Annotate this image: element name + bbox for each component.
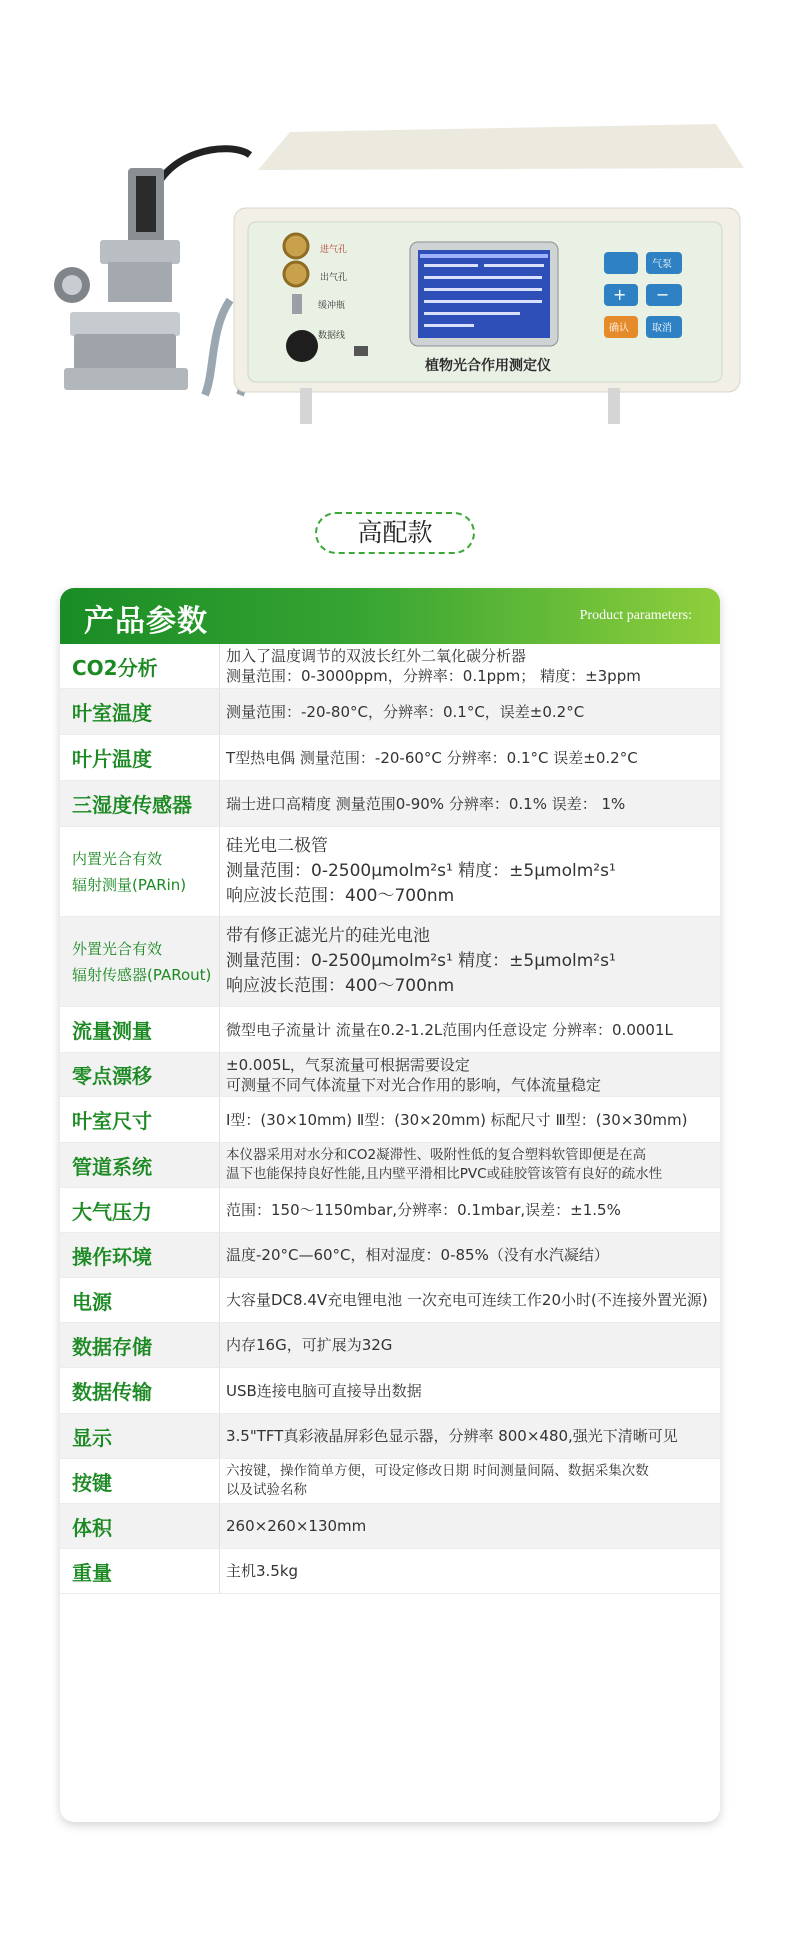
table-row (60, 1097, 720, 1143)
svg-text:数据线: 数据线 (318, 331, 346, 341)
row-value (220, 1007, 720, 1052)
row-value-line: ±0.005L，气泵流量可根据需要设定 (226, 1055, 470, 1074)
row-label: 叶室尺寸 (60, 1097, 220, 1142)
table-row (60, 1459, 720, 1504)
table-row (60, 644, 720, 689)
row-value (220, 689, 720, 734)
parameter-table (60, 644, 720, 1594)
row-value (220, 1053, 720, 1096)
table-row (60, 1414, 720, 1459)
row-value (220, 1549, 720, 1593)
card-title: 产品参数 (84, 604, 208, 639)
row-label-line: 辐射传感器(PARout) (72, 965, 212, 984)
row-value-line: 本仪器采用对水分和CO2凝滞性、吸附性低的复合塑料软管即便是在高 (226, 1147, 647, 1163)
row-value-line: 微型电子流量计 流量在0.2-1.2L范围内任意设定 分辨率：0.0001L (226, 1020, 673, 1039)
table-row (60, 1278, 720, 1323)
row-label-line: 内置光合有效 (72, 849, 163, 868)
table-row (60, 1007, 720, 1053)
svg-text:−: − (656, 285, 670, 304)
row-value-line: USB连接电脑可直接导出数据 (226, 1381, 422, 1400)
row-value-line: 响应波长范围：400～700nm (226, 886, 455, 906)
device-body (234, 124, 744, 424)
row-label: 管道系统 (60, 1143, 220, 1187)
row-value (220, 1323, 720, 1367)
table-row (60, 1053, 720, 1097)
row-value (220, 917, 720, 1006)
row-value-line: 六按键，操作简单方便，可设定修改日期 时间测量间隔、数据采集次数 (226, 1463, 649, 1479)
table-row (60, 917, 720, 1007)
row-label (60, 917, 220, 1006)
row-label: 数据传输 (60, 1368, 220, 1413)
row-value-line: 瑞士进口高精度 测量范围0-90% 分辨率：0.1% 误差： 1% (226, 794, 626, 813)
row-value-line: 内存16G，可扩展为32G (226, 1336, 393, 1354)
table-row (60, 1504, 720, 1549)
row-value (220, 735, 720, 780)
row-value (220, 1414, 720, 1458)
table-row (60, 1233, 720, 1278)
table-row (60, 781, 720, 827)
row-value-line: 响应波长范围：400～700nm (226, 976, 455, 996)
version-tag: 高配款 (315, 512, 475, 554)
svg-text:进气孔: 进气孔 (320, 245, 348, 255)
row-value (220, 1233, 720, 1277)
row-label: 三湿度传感器 (60, 781, 220, 826)
leaf-chamber-clamp (54, 168, 188, 390)
row-value-line: 加入了温度调节的双波长红外二氧化碳分析器 (226, 647, 527, 665)
svg-text:缓冲瓶: 缓冲瓶 (318, 301, 346, 311)
row-value-line: 硅光电二极管 (226, 836, 328, 856)
row-label: 体积 (60, 1504, 220, 1548)
table-row (60, 689, 720, 735)
table-row (60, 1323, 720, 1368)
row-label-line: 外置光合有效 (72, 939, 163, 958)
table-row (60, 1188, 720, 1233)
device-panel-title: 植物光合作用测定仪 (425, 358, 551, 374)
row-label (60, 827, 220, 916)
table-row (60, 827, 720, 917)
svg-text:取消: 取消 (652, 323, 672, 334)
row-label: 零点漂移 (60, 1053, 220, 1096)
row-value-line: 温度-20°C—60°C，相对湿度：0-85%（没有水汽凝结） (226, 1246, 609, 1264)
row-value-line: T型热电偶 测量范围：-20-60°C 分辨率：0.1°C 误差±0.2°C (226, 748, 638, 767)
row-value-line: 主机3.5kg (226, 1562, 299, 1580)
svg-text:+: + (613, 285, 627, 304)
row-value-line: 测量范围：-20-80°C，分辨率：0.1°C，误差±0.2°C (226, 702, 585, 721)
row-value (220, 1368, 720, 1413)
row-value-line: 3.5"TFT真彩液晶屏彩色显示器，分辨率 800×480,强光下清晰可见 (226, 1427, 678, 1445)
row-label: CO2分析 (60, 644, 220, 688)
row-value-line: 测量范围：0-3000ppm，分辨率：0.1ppm； 精度：±3ppm (226, 667, 641, 685)
row-value-line: 可测量不同气体流量下对光合作用的影响，气体流量稳定 (226, 1075, 602, 1094)
row-value-line: 260×260×130mm (226, 1517, 367, 1535)
row-value (220, 1188, 720, 1232)
table-row (60, 735, 720, 781)
row-label: 叶室温度 (60, 689, 220, 734)
card-subtitle: Product parameters: (579, 608, 692, 623)
row-label: 按键 (60, 1459, 220, 1503)
card-header (60, 588, 720, 644)
row-label: 操作环境 (60, 1233, 220, 1277)
row-value-line: 带有修正滤光片的硅光电池 (226, 926, 430, 946)
table-row (60, 1368, 720, 1414)
row-value (220, 1278, 720, 1322)
row-value (220, 1504, 720, 1548)
row-value-line: 温下也能保持良好性能,且内壁平滑相比PVC或硅胶管该管有良好的疏水性 (226, 1166, 663, 1182)
svg-text:确认: 确认 (609, 323, 629, 334)
row-value (220, 644, 720, 688)
row-label: 大气压力 (60, 1188, 220, 1232)
svg-text:出气孔: 出气孔 (320, 273, 348, 283)
table-row (60, 1143, 720, 1188)
row-label: 显示 (60, 1414, 220, 1458)
row-value (220, 781, 720, 826)
row-label: 流量测量 (60, 1007, 220, 1052)
svg-text:气泵: 气泵 (652, 259, 672, 270)
row-value (220, 827, 720, 916)
product-photo (0, 0, 790, 440)
row-label: 数据存储 (60, 1323, 220, 1367)
row-value (220, 1097, 720, 1142)
row-value-line: 大容量DC8.4V充电锂电池 一次充电可连续工作20小时(不连接外置光源) (226, 1291, 708, 1309)
table-row (60, 1549, 720, 1594)
row-value-line: Ⅰ型：(30×10mm) Ⅱ型：(30×20mm) 标配尺寸 Ⅲ型：(30×30mm) (226, 1110, 688, 1129)
row-label: 叶片温度 (60, 735, 220, 780)
row-value-line: 以及试验名称 (226, 1482, 307, 1498)
row-value (220, 1459, 720, 1503)
row-label-line: 辐射测量(PARin) (72, 875, 187, 894)
row-value-line: 范围：150～1150mbar,分辨率：0.1mbar,误差：±1.5% (226, 1201, 621, 1219)
row-value-line: 测量范围：0-2500μmolm²s¹ 精度：±5μmolm²s¹ (226, 951, 616, 971)
row-value-line: 测量范围：0-2500μmolm²s¹ 精度：±5μmolm²s¹ (226, 861, 616, 881)
row-label: 重量 (60, 1549, 220, 1593)
parameter-card (60, 588, 720, 1822)
row-label: 电源 (60, 1278, 220, 1322)
row-value (220, 1143, 720, 1187)
